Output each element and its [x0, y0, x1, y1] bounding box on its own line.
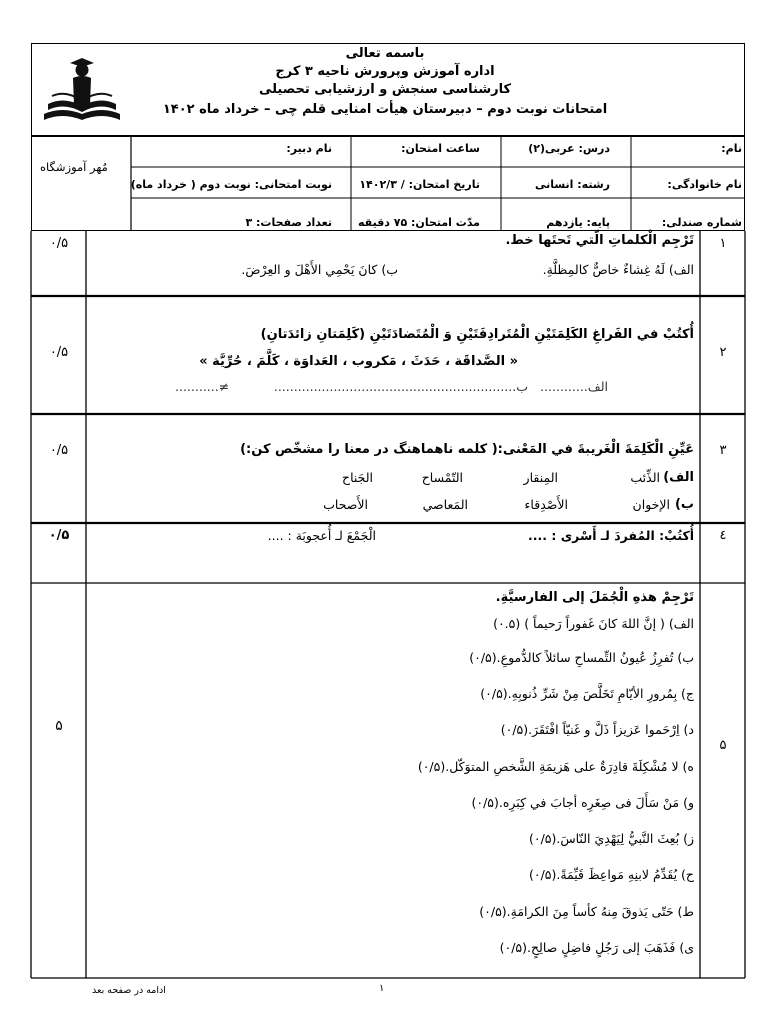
continue-note: ادامه در صفحه بعد: [92, 985, 166, 996]
header-department: اداره آموزش وپرورش ناحیه ۳ کرج: [275, 64, 495, 79]
question-5-title: تَرْجِمْ هذهِ الْجُمَلَ إلی الفارسیَّةِ.: [495, 590, 694, 605]
question-4-score: ۰/۵: [48, 528, 70, 543]
question-5-item: و) مَنْ سَأَلَ فی صِغَرِه أجابَ في کِبَرِه.(۰/۵): [471, 795, 694, 810]
exam-duration-field: مدّت امتحان: ۷۵ دقیقه: [358, 216, 480, 229]
question-5-item: ز) بُعِثَ النَّبيُّ لِیَهْدِيَ النّاسَ.(۰/۵): [528, 831, 694, 846]
question-4-singular-prompt: أُكتُبْ: المُفردَ لـ أَسْری : ....: [528, 528, 694, 543]
question-1-item-a: الف) لَهُ غِشاءٌ خاصٌّ كالمِظلَّةِ.: [542, 262, 694, 277]
question-3-number: ۳: [719, 443, 727, 458]
question-1-item-b: ب) كانَ يَحْمِي الأَهْلَ و العِرْضَ.: [241, 262, 398, 277]
question-2-blank-b[interactable]: ب.............................................................: [273, 379, 528, 394]
page-count-field: تعداد صفحات: ۳: [245, 216, 332, 229]
teacher-name-field: نام دبیر:: [286, 142, 332, 155]
question-5-item: ط) حَتّی یَذوقَ مِنهُ کأساً مِنَ الکرامَةِ.(۰/۵): [479, 904, 694, 919]
question-2-title: أُكتُبْ في الفَراغِ الكَلِمَتَيْنِ الْمُتَرادِفَتَيْنِ وَ الْمُتَضادَتَيْنِ (كَلِمَتانِ زائدَتانِ): [260, 327, 694, 342]
question-4-number: ٤: [719, 528, 727, 543]
question-4-plural-prompt: الْجَمْعَ لـ أُعجوبَة : ....: [267, 528, 376, 543]
header-exam-title: امتحانات نوبت دوم – دبیرستان هیأت امنایی قلم چی – خرداد ماه ۱۴۰۲: [162, 102, 608, 117]
question-3-row-b-word-4: الأَصحاب: [323, 497, 368, 512]
question-3-row-a-word-4: الجَناح: [342, 470, 373, 485]
question-3-title: عَيِّنِ الْكَلِمَةَ الْغَريبةَ في المَعْنی:( كلمه ناهماهنگ در معنا را مشخّص کن:): [240, 442, 694, 457]
question-1-number: ۱: [719, 236, 727, 251]
question-3-row-a-label: الف): [663, 470, 694, 485]
question-2-blank-a[interactable]: الف............: [540, 379, 608, 394]
question-5-score: ۵: [55, 718, 63, 734]
question-5-item: الف) ( إنَّ اللهَ کانَ غَفوراً رَحیماً ) (۰.۵): [493, 616, 694, 631]
question-2-word-list: « الصَّداقَة ، حَدَثَ ، مَكروب ، العَداوَة ، كَلَّمَ ، حُرِّيَّة »: [199, 354, 518, 369]
lesson-field: درس: عربی(۲): [528, 142, 610, 155]
exam-term-field: نوبت امتحانی: نوبت دوم ( خرداد ماه): [130, 178, 332, 191]
question-2-score: ۰/۵: [49, 345, 69, 360]
exam-time-field: ساعت امتحان:: [401, 142, 480, 155]
question-2-blank-c[interactable]: ≠...........: [175, 379, 230, 394]
field-of-study: رشته: انسانی: [534, 178, 610, 191]
school-stamp-label: مُهر آموزشگاه: [40, 160, 108, 174]
question-3-row-a-word-1: الذِّئب: [630, 470, 660, 485]
seat-number-field: شماره صندلی:: [661, 216, 742, 229]
question-1-score: ۰/۵: [49, 236, 69, 251]
question-2-number: ۲: [719, 345, 727, 360]
question-5-item: ب) تُفرِزُ عُیونُ التِّمساحِ سائلاً کالدُّموعِ.(۰/۵): [469, 650, 694, 665]
question-5-item: ه) لا مُشْکِلَةَ قادِرَةٌ علی هَزیمَةِ الشَّخصِ المتوَکّل.(۰/۵): [417, 759, 694, 774]
header-office: کارشناسی سنجش و ارزشیابی تحصیلی: [258, 82, 512, 97]
question-3-row-b-word-2: الأَصْدِقاء: [524, 497, 568, 512]
exam-date-field: تاریخ امتحان: / ۱۴۰۲/۳: [359, 178, 480, 191]
question-5-number: ۵: [719, 738, 727, 753]
header-bismillah: باسمه تعالی: [345, 46, 425, 61]
family-name-field: نام خانوادگی:: [667, 178, 742, 191]
question-5-item: د) اِرْحَموا عَزیزاً ذَلَّ و غَنیّاً افْتَقَرَ.(۰/۵): [500, 722, 694, 737]
grade-field: پایه: یازدهم: [546, 216, 610, 229]
page-number: ۱: [379, 983, 385, 994]
question-3-row-a-word-3: التّمْساح: [421, 470, 463, 485]
question-1-title: تَرْجِم الْكلماتِ الّتي تَحتَها خط.: [505, 233, 694, 248]
question-3-row-b-word-3: المَعاصي: [422, 497, 468, 512]
question-5-item: ی) فَذَهَبَ إلی رَجُلٍ فاضِلٍ صالِحٍ.(۰/۵): [499, 940, 694, 955]
question-3-row-b-word-1: الإخوان: [632, 497, 670, 512]
name-field: نام:: [721, 142, 742, 155]
question-5-item: ج) بِمُرورِ الأیّامِ تَخَلَّصَ مِنْ شَرِّ ذُنوبِهِ.(۰/۵): [480, 686, 694, 701]
question-3-row-b-label: ب): [674, 497, 694, 512]
question-5-item: ح) یُقَدِّمُ لابنِهِ مَواعِظَ قَیِّمَةً.(۰/۵): [528, 867, 694, 882]
question-3-row-a-word-2: المِنقار: [523, 470, 558, 485]
question-3-score: ۰/۵: [49, 443, 69, 458]
